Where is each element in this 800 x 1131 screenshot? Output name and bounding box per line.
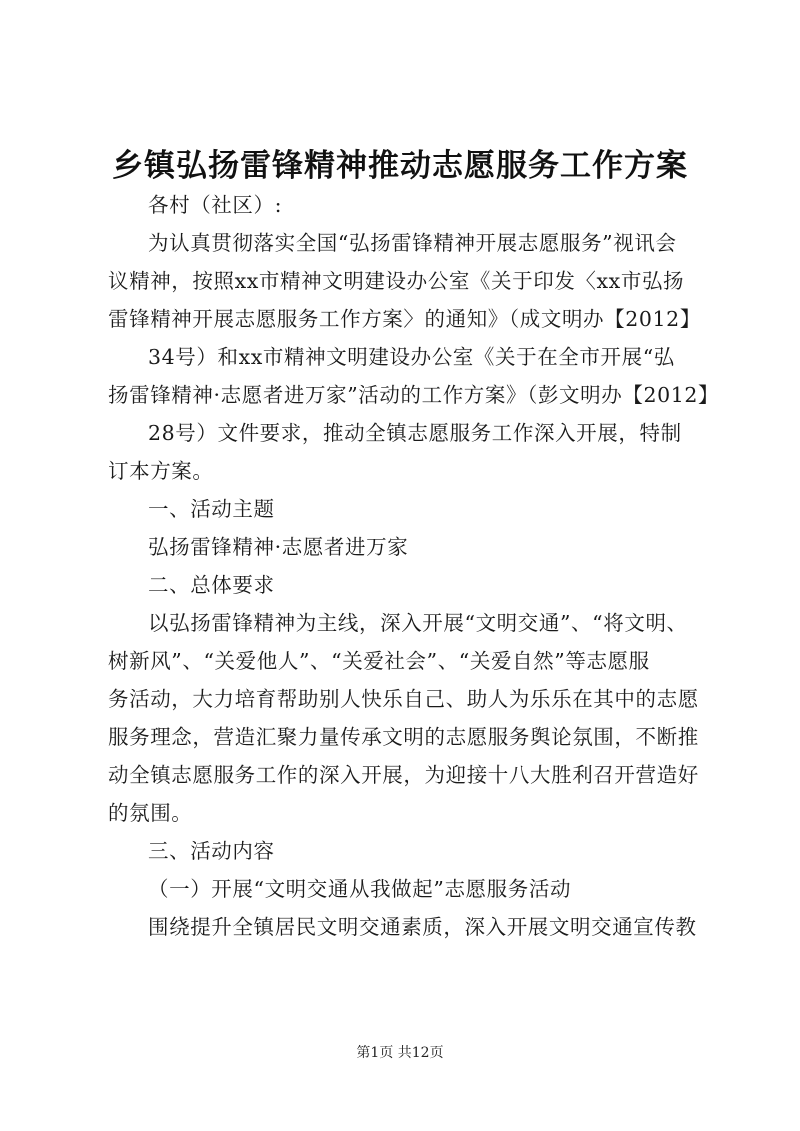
body-line: 三、活动内容	[148, 839, 275, 863]
body-line: （一）开展“文明交通从我做起”志愿服务活动	[148, 877, 572, 901]
body-line: 议精神，按照xx市精神文明建设办公室《关于印发〈xx市弘扬	[108, 269, 685, 293]
body-line: 树新风”、“关爱他人”、“关爱社会”、“关爱自然”等志愿服	[108, 649, 650, 673]
body-line: 二、总体要求	[148, 573, 275, 597]
body-line: 扬雷锋精神·志愿者进万家”活动的工作方案》（彭文明办【2012】	[108, 383, 720, 407]
document-body	[108, 186, 720, 946]
body-line: 围绕提升全镇居民文明交通素质，深入开展文明交通宣传教	[148, 915, 697, 939]
body-line: 34号）和xx市精神文明建设办公室《关于在全市开展“弘	[148, 345, 675, 369]
document-title: 乡镇弘扬雷锋精神推动志愿服务工作方案	[112, 148, 688, 184]
body-line: 务活动，大力培育帮助别人快乐自己、助人为乐乐在其中的志愿	[108, 687, 699, 711]
page-footer: 第1页 共12页	[356, 1045, 444, 1061]
body-line: 各村（社区）:	[148, 193, 283, 217]
body-line: 雷锋精神开展志愿服务工作方案〉的通知》（成文明办【2012】	[108, 307, 701, 331]
body-line: 的氛围。	[108, 801, 193, 825]
body-line: 为认真贯彻落实全国“弘扬雷锋精神开展志愿服务”视讯会	[148, 231, 677, 255]
body-line: 一、活动主题	[148, 497, 275, 521]
body-line: 动全镇志愿服务工作的深入开展，为迎接十八大胜利召开营造好	[108, 763, 699, 787]
body-line: 弘扬雷锋精神·志愿者进万家	[148, 535, 409, 559]
body-line: 订本方案。	[108, 459, 214, 483]
body-line: 28号）文件要求，推动全镇志愿服务工作深入开展，特制	[148, 421, 682, 445]
body-line: 服务理念，营造汇聚力量传承文明的志愿服务舆论氛围，不断推	[108, 725, 699, 749]
body-line: 以弘扬雷锋精神为主线，深入开展“文明交通”、“将文明、	[148, 611, 688, 635]
